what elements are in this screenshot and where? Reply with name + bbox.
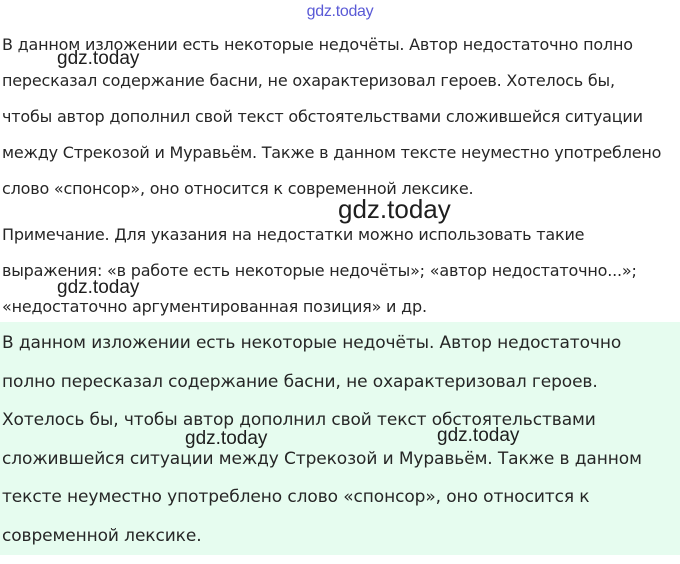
text-line: Примечание. Для указания на недостатки можно использовать такие — [2, 225, 678, 261]
text-line: полно пересказал содержание басни, не охарактеризовал героев. — [2, 372, 678, 411]
text-line: выражения: «в работе есть некоторые недочёты»; «автор недостаточно...»; — [2, 261, 678, 297]
text-line: «недостаточно аргументированная позиция» и др. — [2, 297, 678, 333]
watermark-overlay: gdz.today — [57, 277, 139, 299]
site-watermark-header: gdz.today — [0, 3, 680, 21]
text-line: между Стрекозой и Муравьём. Также в данном тексте неуместно употреблено — [2, 143, 678, 179]
text-line: сложившейся ситуации между Стрекозой и Муравьём. Также в данном — [2, 449, 678, 488]
text-line: В данном изложении есть некоторые недочёты. Автор недостаточно полно — [2, 35, 678, 71]
text-line: слово «спонсор», оно относится к современной лексике. — [2, 179, 678, 215]
text-line: Хотелось бы, чтобы автор дополнил свой текст обстоятельствами — [2, 410, 678, 449]
text-line: современной лексике. — [2, 526, 678, 564]
watermark-overlay: gdz.today — [57, 48, 139, 70]
text-line: чтобы автор дополнил свой текст обстоятельствами сложившейся ситуации — [2, 107, 678, 143]
text-line: пересказал содержание басни, не охарактеризовал героев. Хотелось бы, — [2, 71, 678, 107]
text-line: тексте неуместно употреблено слово «спонсор», оно относится к — [2, 487, 678, 526]
watermark-overlay: gdz.today — [338, 194, 451, 225]
watermark-overlay: gdz.today — [185, 428, 267, 450]
text-line: В данном изложении есть некоторые недочёты. Автор недостаточно — [2, 333, 678, 372]
watermark-overlay: gdz.today — [437, 425, 519, 447]
paragraph-answer — [2, 333, 678, 564]
